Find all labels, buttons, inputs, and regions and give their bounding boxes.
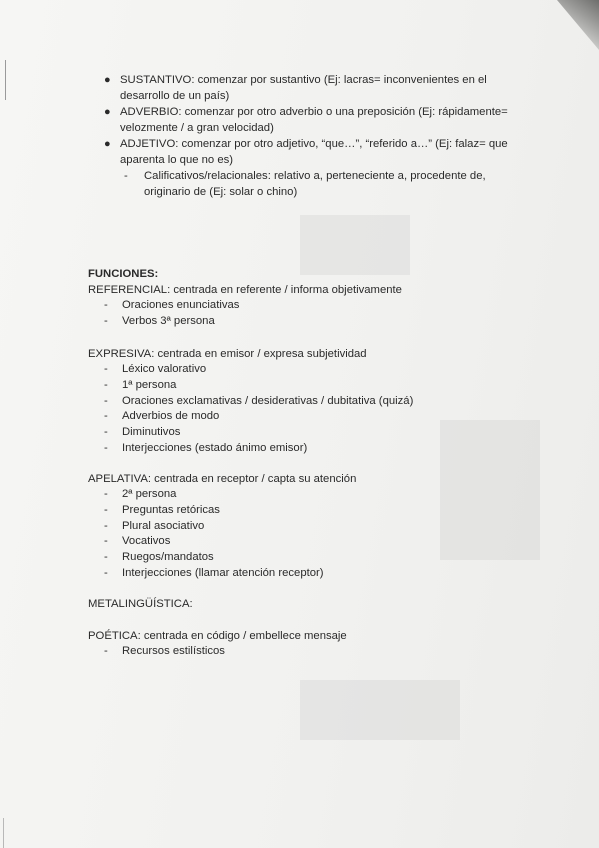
item-text: 1ª persona xyxy=(122,378,177,391)
dash-icon: - xyxy=(104,535,108,548)
page-corner-shadow xyxy=(529,0,599,50)
list-item xyxy=(104,409,413,425)
apelativa-section xyxy=(88,471,356,582)
list-item xyxy=(104,394,413,410)
list-item xyxy=(104,425,413,441)
metalinguistica-section xyxy=(88,596,193,612)
expresiva-section xyxy=(88,346,413,457)
sub-item-text: Calificativos/relacionales: relativo a, perteneciente a, procedente de, originario de (Ej: solar o chino) xyxy=(144,170,486,198)
dash-icon: - xyxy=(104,488,108,500)
item-text: Oraciones enunciativas xyxy=(122,299,240,311)
item-text: Preguntas retóricas xyxy=(122,503,220,516)
dash-icon: - xyxy=(104,441,108,454)
bleed-through-area xyxy=(300,680,460,740)
bullet-text: SUSTANTIVO: comenzar por sustantivo (Ej: lacras= inconvenientes en el desarrollo de un país) xyxy=(120,74,487,102)
item-text: Léxico valorativo xyxy=(122,363,207,375)
list-item xyxy=(104,566,356,582)
dash-icon: - xyxy=(104,551,108,564)
referencial-list xyxy=(104,298,402,330)
item-text: 2ª persona xyxy=(122,488,177,500)
list-item xyxy=(104,644,347,660)
dash-icon: - xyxy=(104,314,108,327)
metalinguistica-heading: METALINGÜÍSTICA: xyxy=(88,598,193,610)
list-item xyxy=(104,550,356,566)
dash-icon: - xyxy=(104,299,108,311)
dash-icon: - xyxy=(104,519,108,532)
list-item xyxy=(104,105,534,136)
poetica-section xyxy=(88,628,347,660)
item-text: Vocativos xyxy=(122,535,171,548)
item-text: Adverbios de modo xyxy=(122,410,220,423)
item-text: Verbos 3ª persona xyxy=(122,314,215,327)
bullet-icon: ● xyxy=(104,138,111,150)
funciones-section xyxy=(88,266,402,330)
list-item xyxy=(104,137,534,168)
expresiva-list xyxy=(104,362,413,457)
item-text: Oraciones exclamativas / desiderativas / dubitativa (quizá) xyxy=(122,394,414,407)
item-text: Interjecciones (estado ánimo emisor) xyxy=(122,441,308,454)
poetica-heading: POÉTICA: centrada en código / embellece mensaje xyxy=(88,630,347,642)
item-text: Diminutivos xyxy=(122,426,181,439)
list-item xyxy=(104,314,402,330)
list-item xyxy=(104,519,356,535)
list-item xyxy=(104,441,413,457)
dash-icon: - xyxy=(104,503,108,516)
dash-icon: - xyxy=(104,378,108,391)
sub-list-item xyxy=(124,169,534,200)
item-text: Interjecciones (llamar atención receptor) xyxy=(122,566,324,579)
dash-icon: - xyxy=(104,566,108,579)
poetica-list xyxy=(104,644,347,660)
apelativa-heading: APELATIVA: centrada en receptor / capta su atención xyxy=(88,473,357,485)
page-edge-mark xyxy=(3,818,4,848)
dash-icon: - xyxy=(124,170,128,182)
funciones-title: FUNCIONES: xyxy=(88,268,159,280)
bullet-text: ADJETIVO: comenzar por otro adjetivo, “que…”, “referido a…” (Ej: falaz= que aparenta lo que no es) xyxy=(120,138,508,166)
page-edge-mark xyxy=(5,60,6,100)
list-item xyxy=(104,487,356,503)
list-item xyxy=(104,362,413,378)
list-item xyxy=(104,503,356,519)
bullet-text: ADVERBIO: comenzar por otro adverbio o una preposición (Ej: rápidamente= velozmente / a gran velocidad) xyxy=(120,106,508,134)
dash-icon: - xyxy=(104,410,108,423)
item-text: Plural asociativo xyxy=(122,519,205,532)
item-text: Ruegos/mandatos xyxy=(122,551,214,564)
dash-icon: - xyxy=(104,426,108,439)
list-item xyxy=(104,298,402,314)
bullet-icon: ● xyxy=(104,106,111,118)
apelativa-list xyxy=(104,487,356,582)
list-item xyxy=(104,73,534,104)
dash-icon: - xyxy=(104,394,108,407)
referencial-heading: REFERENCIAL: centrada en referente / informa objetivamente xyxy=(88,284,402,296)
dash-icon: - xyxy=(104,363,108,375)
list-item xyxy=(104,534,356,550)
word-type-list xyxy=(104,73,534,200)
expresiva-heading: EXPRESIVA: centrada en emisor / expresa subjetividad xyxy=(88,348,367,360)
item-text: Recursos estilísticos xyxy=(122,645,225,657)
dash-icon: - xyxy=(104,645,108,657)
bleed-through-area xyxy=(440,420,540,560)
list-item xyxy=(104,378,413,394)
bullet-icon: ● xyxy=(104,74,111,86)
